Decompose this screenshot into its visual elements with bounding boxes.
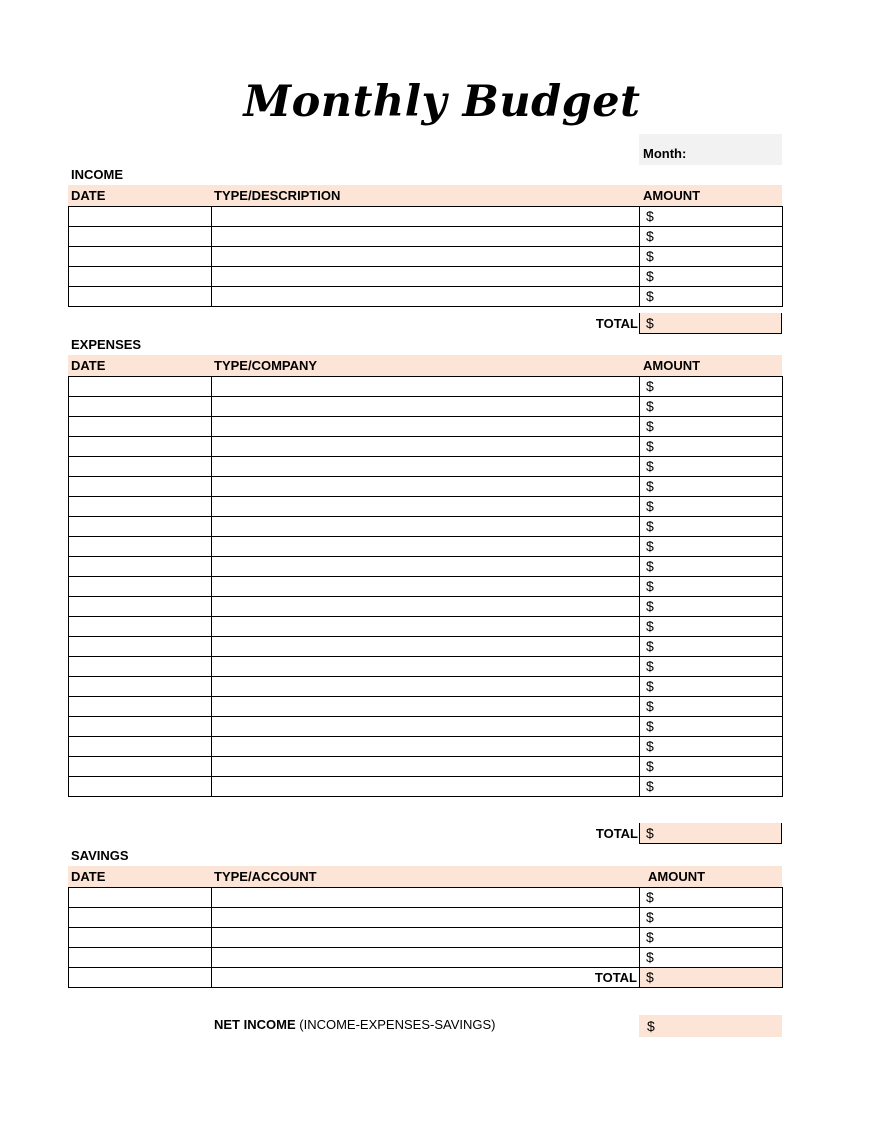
expenses-amount-cell[interactable] — [640, 697, 783, 717]
income-type-cell[interactable] — [212, 227, 640, 247]
table-row — [69, 577, 783, 597]
table-row — [69, 227, 783, 247]
expenses-amount-cell[interactable] — [640, 557, 783, 577]
expenses-type-cell[interactable] — [212, 597, 640, 617]
income-type-header: TYPE/DESCRIPTION — [214, 188, 341, 203]
income-header-row — [68, 185, 782, 206]
net-income-label — [214, 1016, 495, 1034]
savings-date-cell[interactable] — [69, 928, 212, 948]
expenses-amount-cell[interactable] — [640, 537, 783, 557]
expenses-date-cell[interactable] — [69, 517, 212, 537]
table-row — [69, 497, 783, 517]
savings-type-cell[interactable] — [212, 908, 640, 928]
savings-table — [68, 887, 783, 988]
income-amount-cell[interactable] — [640, 247, 783, 267]
net-income-title: NET INCOME — [214, 1017, 296, 1032]
currency-symbol: $ — [646, 949, 654, 965]
savings-date-cell[interactable] — [69, 948, 212, 968]
expenses-type-cell[interactable] — [212, 457, 640, 477]
table-row — [69, 537, 783, 557]
savings-amount-cell[interactable] — [640, 888, 783, 908]
table-row — [69, 207, 783, 227]
table-row — [69, 377, 783, 397]
expenses-date-cell[interactable] — [69, 557, 212, 577]
currency-symbol: $ — [646, 398, 654, 414]
expenses-amount-header: AMOUNT — [643, 358, 701, 373]
expenses-type-cell[interactable] — [212, 517, 640, 537]
expenses-date-cell[interactable] — [69, 677, 212, 697]
currency-symbol: $ — [646, 518, 654, 534]
table-row — [69, 888, 783, 908]
expenses-date-cell[interactable] — [69, 617, 212, 637]
currency-symbol: $ — [646, 909, 654, 925]
expenses-date-cell[interactable] — [69, 477, 212, 497]
savings-heading: SAVINGS — [71, 848, 129, 863]
currency-symbol: $ — [646, 538, 654, 554]
expenses-date-cell[interactable] — [69, 577, 212, 597]
currency-symbol: $ — [646, 498, 654, 514]
page-title: Monthly Budget — [243, 77, 641, 127]
table-row — [69, 697, 783, 717]
expenses-type-cell[interactable] — [212, 677, 640, 697]
income-total-cell[interactable] — [639, 313, 782, 334]
income-date-cell[interactable] — [69, 247, 212, 267]
currency-symbol: $ — [646, 718, 654, 734]
expenses-date-cell[interactable] — [69, 757, 212, 777]
expenses-type-cell[interactable] — [212, 477, 640, 497]
currency-symbol: $ — [646, 315, 654, 331]
expenses-type-cell[interactable] — [212, 737, 640, 757]
savings-amount-cell[interactable] — [640, 928, 783, 948]
expenses-type-cell[interactable] — [212, 397, 640, 417]
table-row — [69, 757, 783, 777]
savings-total-row — [69, 968, 783, 988]
currency-symbol: $ — [646, 558, 654, 574]
savings-type-cell[interactable] — [212, 888, 640, 908]
currency-symbol: $ — [646, 758, 654, 774]
expenses-type-cell[interactable] — [212, 617, 640, 637]
table-row — [69, 777, 783, 797]
expenses-type-header: TYPE/COMPANY — [214, 358, 318, 373]
expenses-type-cell[interactable] — [212, 717, 640, 737]
income-amount-cell[interactable] — [640, 287, 783, 307]
expenses-type-cell[interactable] — [212, 637, 640, 657]
expenses-amount-cell[interactable] — [640, 677, 783, 697]
currency-symbol: $ — [646, 738, 654, 754]
currency-symbol: $ — [646, 598, 654, 614]
income-table — [68, 206, 783, 307]
currency-symbol: $ — [646, 208, 654, 224]
expenses-amount-cell[interactable] — [640, 657, 783, 677]
income-amount-cell[interactable] — [640, 267, 783, 287]
expenses-date-cell[interactable] — [69, 497, 212, 517]
currency-symbol: $ — [647, 1018, 655, 1034]
expenses-date-cell[interactable] — [69, 377, 212, 397]
income-date-cell[interactable] — [69, 287, 212, 307]
currency-symbol: $ — [646, 228, 654, 244]
income-date-cell[interactable] — [69, 207, 212, 227]
savings-date-cell[interactable] — [69, 968, 212, 988]
expenses-amount-cell[interactable] — [640, 377, 783, 397]
currency-symbol: $ — [646, 658, 654, 674]
expenses-heading: EXPENSES — [71, 337, 142, 352]
expenses-amount-cell[interactable] — [640, 497, 783, 517]
expenses-amount-cell[interactable] — [640, 417, 783, 437]
income-amount-cell[interactable] — [640, 207, 783, 227]
expenses-total-label: TOTAL — [595, 826, 638, 841]
table-row — [69, 637, 783, 657]
savings-date-cell[interactable] — [69, 908, 212, 928]
income-date-header: DATE — [71, 188, 106, 203]
currency-symbol: $ — [646, 929, 654, 945]
currency-symbol: $ — [646, 825, 654, 841]
month-label: Month: — [643, 146, 687, 161]
table-row — [69, 617, 783, 637]
currency-symbol: $ — [646, 889, 654, 905]
expenses-amount-cell[interactable] — [640, 397, 783, 417]
savings-amount-cell[interactable] — [640, 908, 783, 928]
currency-symbol: $ — [646, 288, 654, 304]
income-type-cell[interactable] — [212, 247, 640, 267]
expenses-type-cell[interactable] — [212, 437, 640, 457]
expenses-type-cell[interactable] — [212, 777, 640, 797]
expenses-amount-cell[interactable] — [640, 737, 783, 757]
expenses-table — [68, 376, 783, 797]
income-date-cell[interactable] — [69, 267, 212, 287]
expenses-header-row — [68, 355, 782, 376]
expenses-amount-cell[interactable] — [640, 437, 783, 457]
net-income-cell[interactable] — [639, 1015, 782, 1037]
table-row — [69, 737, 783, 757]
income-heading: INCOME — [71, 167, 123, 182]
table-row — [69, 437, 783, 457]
currency-symbol: $ — [646, 578, 654, 594]
table-row — [69, 928, 783, 948]
savings-amount-header: AMOUNT — [648, 869, 706, 884]
expenses-amount-cell[interactable] — [640, 597, 783, 617]
currency-symbol: $ — [646, 248, 654, 264]
income-type-cell[interactable] — [212, 207, 640, 227]
table-row — [69, 517, 783, 537]
expenses-type-cell[interactable] — [212, 377, 640, 397]
expenses-date-cell[interactable] — [69, 397, 212, 417]
expenses-type-cell[interactable] — [212, 557, 640, 577]
net-income-formula: (INCOME-EXPENSES-SAVINGS) — [299, 1017, 496, 1032]
expenses-date-cell[interactable] — [69, 737, 212, 757]
income-amount-header: AMOUNT — [643, 188, 701, 203]
expenses-type-cell[interactable] — [212, 577, 640, 597]
expenses-type-cell[interactable] — [212, 657, 640, 677]
currency-symbol: $ — [646, 268, 654, 284]
expenses-date-cell[interactable] — [69, 417, 212, 437]
income-total-label: TOTAL — [595, 316, 638, 331]
currency-symbol: $ — [646, 618, 654, 634]
savings-total-label: TOTAL — [212, 968, 640, 988]
expenses-date-cell[interactable] — [69, 637, 212, 657]
table-row — [69, 477, 783, 497]
savings-date-cell[interactable] — [69, 888, 212, 908]
income-type-cell[interactable] — [212, 267, 640, 287]
currency-symbol: $ — [646, 698, 654, 714]
table-row — [69, 267, 783, 287]
currency-symbol: $ — [646, 638, 654, 654]
savings-type-header: TYPE/ACCOUNT — [214, 869, 317, 884]
expenses-date-cell[interactable] — [69, 777, 212, 797]
table-row — [69, 457, 783, 477]
table-row — [69, 908, 783, 928]
expenses-amount-cell[interactable] — [640, 717, 783, 737]
expenses-amount-cell[interactable] — [640, 617, 783, 637]
expenses-total-cell[interactable] — [639, 823, 782, 844]
income-date-cell[interactable] — [69, 227, 212, 247]
expenses-amount-cell[interactable] — [640, 577, 783, 597]
expenses-type-cell[interactable] — [212, 497, 640, 517]
expenses-type-cell[interactable] — [212, 697, 640, 717]
expenses-date-cell[interactable] — [69, 537, 212, 557]
currency-symbol: $ — [646, 969, 654, 985]
savings-type-cell[interactable] — [212, 928, 640, 948]
expenses-amount-cell[interactable] — [640, 457, 783, 477]
expenses-date-cell[interactable] — [69, 457, 212, 477]
table-row — [69, 557, 783, 577]
expenses-date-cell[interactable] — [69, 597, 212, 617]
month-field[interactable] — [639, 134, 782, 165]
table-row — [69, 397, 783, 417]
table-row — [69, 247, 783, 267]
savings-amount-cell[interactable] — [640, 948, 783, 968]
currency-symbol: $ — [646, 458, 654, 474]
expenses-date-cell[interactable] — [69, 717, 212, 737]
expenses-amount-cell[interactable] — [640, 777, 783, 797]
savings-type-cell[interactable] — [212, 948, 640, 968]
expenses-amount-cell[interactable] — [640, 757, 783, 777]
expenses-date-header: DATE — [71, 358, 106, 373]
table-row — [69, 717, 783, 737]
currency-symbol: $ — [646, 438, 654, 454]
savings-date-header: DATE — [71, 869, 106, 884]
currency-symbol: $ — [646, 778, 654, 794]
income-amount-cell[interactable] — [640, 227, 783, 247]
expenses-amount-cell[interactable] — [640, 637, 783, 657]
expenses-amount-cell[interactable] — [640, 517, 783, 537]
expenses-total-row — [68, 823, 782, 844]
table-row — [69, 948, 783, 968]
savings-header-row — [68, 866, 782, 887]
currency-symbol: $ — [646, 418, 654, 434]
currency-symbol: $ — [646, 478, 654, 494]
currency-symbol: $ — [646, 378, 654, 394]
expenses-amount-cell[interactable] — [640, 477, 783, 497]
table-row — [69, 597, 783, 617]
savings-total-cell[interactable] — [640, 968, 783, 988]
expenses-date-cell[interactable] — [69, 697, 212, 717]
expenses-date-cell[interactable] — [69, 657, 212, 677]
income-total-row — [68, 313, 782, 334]
expenses-type-cell[interactable] — [212, 757, 640, 777]
table-row — [69, 417, 783, 437]
table-row — [69, 677, 783, 697]
expenses-type-cell[interactable] — [212, 417, 640, 437]
table-row — [69, 287, 783, 307]
table-row — [69, 657, 783, 677]
currency-symbol: $ — [646, 678, 654, 694]
income-type-cell[interactable] — [212, 287, 640, 307]
expenses-date-cell[interactable] — [69, 437, 212, 457]
expenses-type-cell[interactable] — [212, 537, 640, 557]
